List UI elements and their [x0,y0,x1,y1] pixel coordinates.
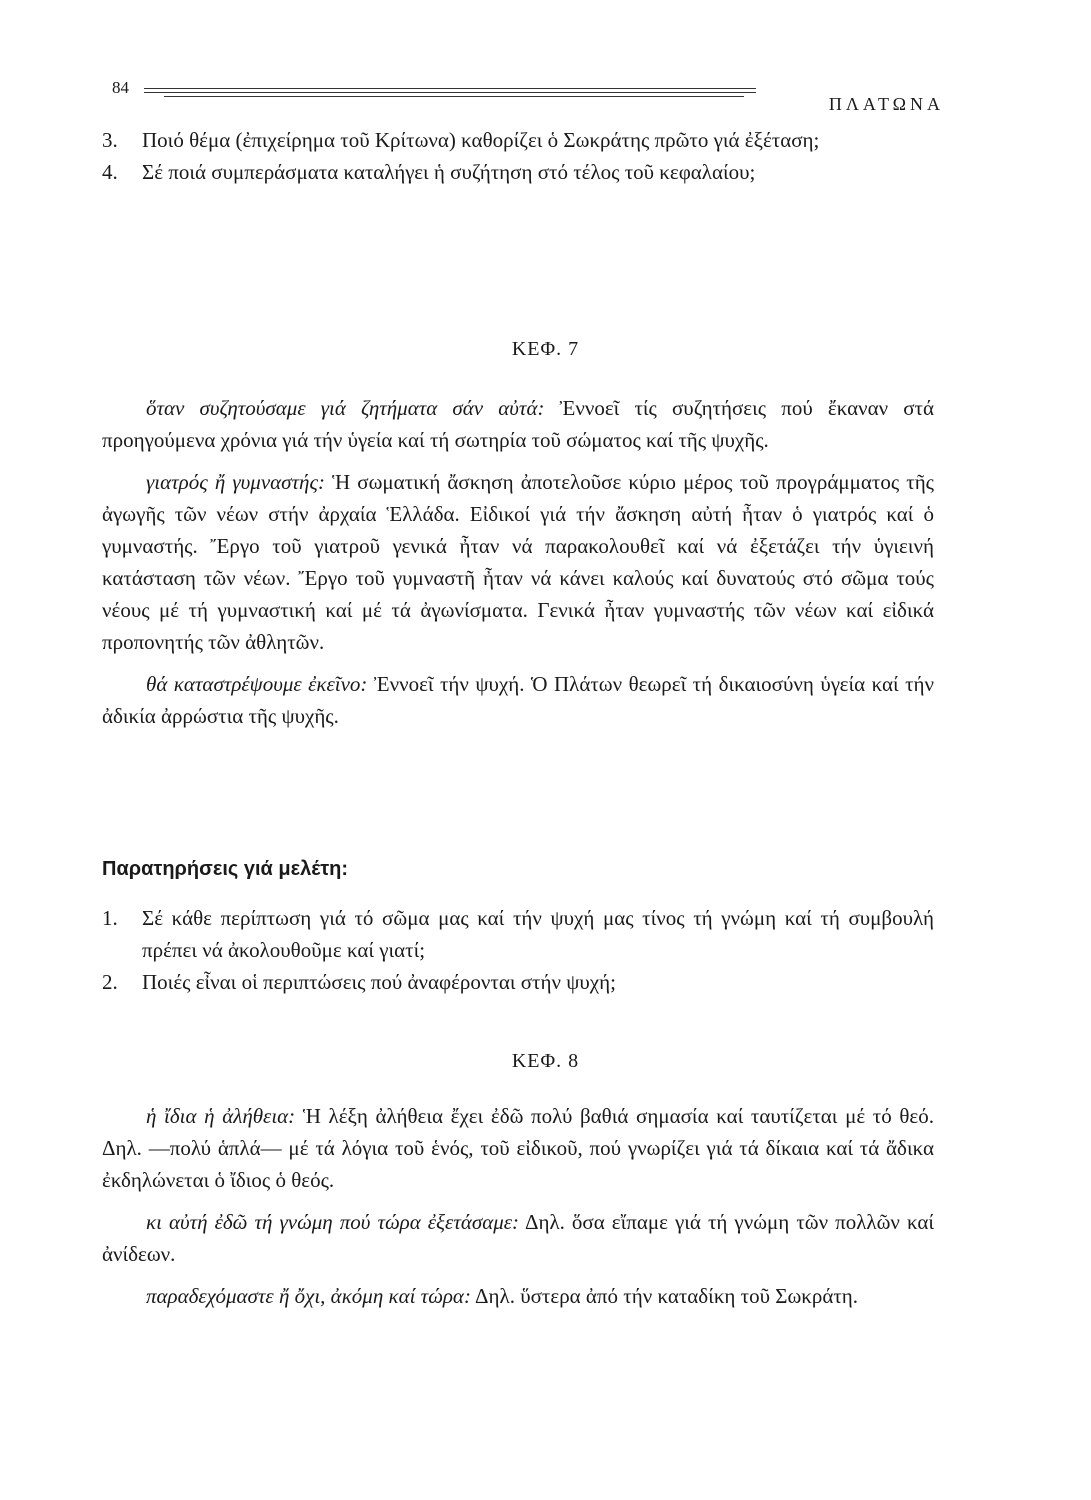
gloss-term: παραδεχόμαστε ἤ ὄχι, ἀκόμη καί τώρα: [146,1284,471,1308]
running-title: ΠΛΑΤΩΝΑ [828,94,944,114]
page-header [112,78,944,114]
observation-number: 2. [102,970,118,994]
questions-top [102,124,934,188]
observation-item [102,902,934,966]
header-rule [144,92,756,93]
observations-list [102,902,934,998]
gloss-text: Ἐννοεῖ τίς συζητήσεις πού ἔκαναν στά προηγούμενα χρόνια γιά τήν ὑγεία καί τή σωτηρία τοῦ σώματος καί τῆς ψυχῆς. [102,396,934,452]
question-number: 4. [102,160,118,184]
question-text: Σέ ποιά συμπεράσματα καταλήγει ἡ συζήτηση στό τέλος τοῦ κεφαλαίου; [142,160,756,184]
gloss-paragraph [102,466,934,658]
chapter-8-body [102,1100,934,1322]
gloss-term: κι αὐτή ἐδῶ τή γνώμη πού τώρα ἐξετάσαμε: [146,1210,520,1234]
observation-text: Σέ κάθε περίπτωση γιά τό σῶμα μας καί τήν ψυχή μας τίνος τή γνώμη καί τή συμβουλή πρέπει νά ἀκολουθοῦμε καί γιατί; [142,906,934,962]
header-rule [164,96,744,97]
gloss-paragraph [102,1100,934,1196]
gloss-text: Δηλ. ὕστερα ἀπό τήν καταδίκη τοῦ Σωκράτη. [470,1284,859,1308]
gloss-term: ὅταν συζητούσαμε γιά ζητήματα σάν αὐτά: [146,396,545,420]
gloss-text: Ἡ σωματική ἄσκηση ἀποτελοῦσε κύριο μέρος τοῦ προγράμματος τῆς ἀγωγῆς τῶν νέων στήν ἀρχαία Ἑλλάδα. Εἰδικοί γιά τήν ἄσκηση αὐτή ἦταν ὁ γιατρός καί ὁ γυμναστής. Ἔργο τοῦ γιατροῦ γενικά ἦταν νά παρακολουθεῖ καί νά ἐξετάζει τήν ὑγιεινή κατάσταση τῶν νέων. Ἔργο τοῦ γυμναστῆ ἦταν νά κάνει καλούς καί δυνατούς στό σῶμα τούς νέους μέ τή γυμναστική καί μέ τά ἀγωνίσματα. Γενικά ἦταν γυμναστής τῶν νέων καί εἰδικά προπονητής τῶν ἀθλητῶν. [102,470,934,654]
gloss-term: γιατρός ἤ γυμναστής: [146,470,325,494]
observations-heading: Παρατηρήσεις γιά μελέτη: [102,858,349,880]
observation-text: Ποιές εἶναι οἱ περιπτώσεις πού ἀναφέρονται στήν ψυχή; [142,970,616,994]
gloss-paragraph [102,1280,934,1312]
gloss-text: Δηλ. ὅσα εἴπαμε γιά τή γνώμη τῶν πολλῶν καί ἀνίδεων. [102,1210,935,1266]
gloss-text: Ἡ λέξη ἀλήθεια ἔχει ἐδῶ πολύ βαθιά σημασία καί ταυτίζεται μέ τό θεό. Δηλ. —πολύ ἁπλά— μέ τά λόγια τοῦ ἑνός, τοῦ εἰδικοῦ, πού γνωρίζει γιά τά δίκαια καί τά ἄδικα ἐκδηλώνεται ὁ ἴδιος ὁ θεός. [102,1104,934,1192]
question-number: 3. [102,128,118,152]
question-text: Ποιό θέμα (ἐπιχείρημα τοῦ Κρίτωνα) καθορίζει ὁ Σωκράτης πρῶτο γιά ἐξέταση; [142,128,820,152]
gloss-paragraph [102,668,934,732]
chapter-7-body [102,392,934,742]
observation-number: 1. [102,906,118,930]
question-item [102,124,934,156]
gloss-term: ἡ ἴδια ἡ ἀλήθεια: [146,1104,296,1128]
question-item [102,156,934,188]
gloss-text: Ἐννοεῖ τήν ψυχή. Ὁ Πλάτων θεωρεῖ τή δικαιοσύνη ὑγεία καί τήν ἀδικία ἀρρώστια τῆς ψυχῆς. [102,672,934,728]
chapter-7-heading: ΚΕΦ. 7 [511,338,580,360]
gloss-term: θά καταστρέψουμε ἐκεῖνο: [146,672,368,696]
observation-item [102,966,934,998]
gloss-paragraph [102,392,934,456]
page-number: 84 [112,78,129,97]
header-rule [144,88,756,89]
chapter-8-heading: ΚΕΦ. 8 [511,1050,580,1072]
gloss-paragraph [102,1206,934,1270]
